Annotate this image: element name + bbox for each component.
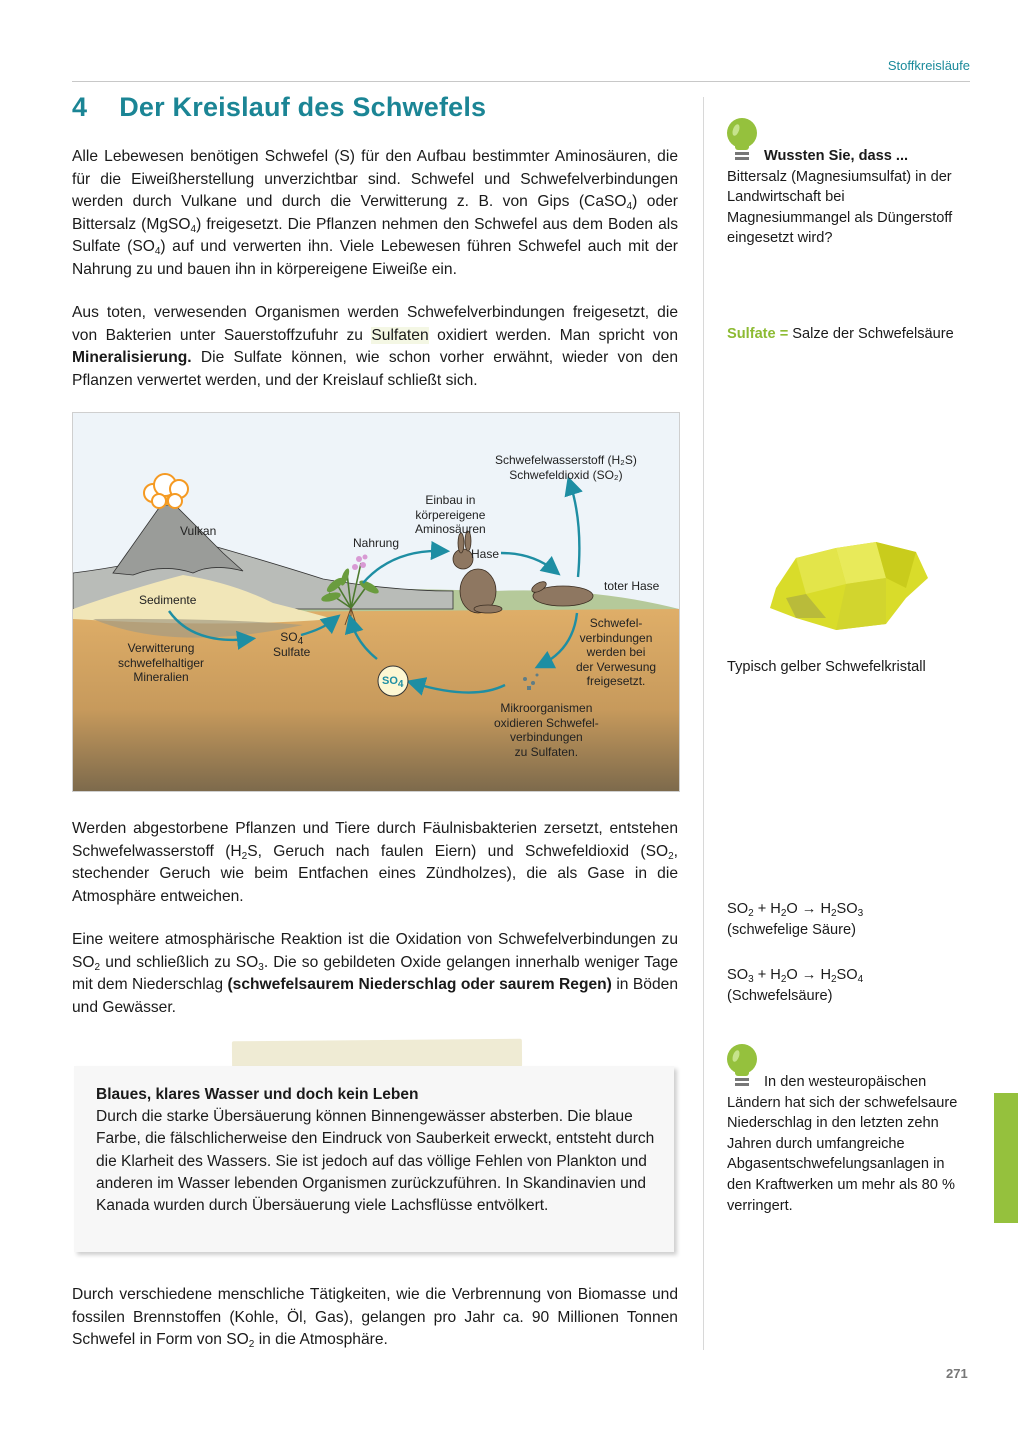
sulfur-cycle-diagram [72, 412, 680, 792]
page-number: 271 [946, 1366, 968, 1381]
label-verwitterung: Verwitterung schwefelhaltiger Mineralien [118, 641, 205, 684]
info-box [74, 1066, 674, 1252]
running-head: Stoffkreisläufe [887, 58, 970, 73]
tip-title: Wussten Sie, dass ... [764, 148, 909, 164]
tape-decoration [232, 1039, 522, 1070]
equation-1: $SO_2 + H_2O \to H_2SO_3$ (schwefelige Säure) [727, 901, 864, 938]
chapter-heading [72, 92, 486, 123]
term-saurer-regen: (schwefelsaurem Niederschlag oder saurem Regen) [227, 976, 612, 994]
tip-box-emissions: In den westeuropäischen Ländern hat sich der schwefelsaure Niederschlag in den letzten zehn Jahren durch umfangreiche Abgasentschwefelungsanlagen in den Kraftwerken um mehr als 80 % verringert. [727, 1074, 958, 1214]
term-sulfaten: Sulfaten [371, 326, 429, 344]
label-gases: Schwefelwasserstoff (H₂S) Schwefeldioxid (SO₂) [495, 453, 637, 482]
tip-box-did-you-know [727, 146, 977, 249]
label-einbau: Einbau in körpereigene Aminosäuren [415, 493, 486, 536]
tip-text: Bittersalz (Magnesiumsulfat) in der Landwirtschaft bei Magnesiummangel als Düngerstoff eingesetzt wird? [727, 168, 953, 247]
label-mikroorganismen: Mikroorganismen oxidieren Schwefel- verbindungen zu Sulfaten. [494, 701, 599, 759]
label-hase: Hase [471, 547, 500, 561]
chapter-number: 4 [72, 92, 88, 122]
info-box-text: Durch die starke Übersäuerung können Binnengewässer absterben. Die blaue Farbe, die fälschlicherweise den Eindruck von Sauberkeit erweckt, entsteht durch die Klarheit des Wassers. Sie ist jedoch auf das völlige Fehlen von Plankton und anderen im Wasser lebenden Organismen zurückzuführen. In Skandinavien und Kanada wurden durch Übersäuerung viele Lachsflüsse entvölkert. [96, 1108, 655, 1215]
column-divider [703, 97, 704, 1350]
info-box-title: Blaues, klares Wasser und doch kein Leben [96, 1086, 419, 1103]
paragraph-2: Aus toten, verwesenden Organismen werden Schwefelverbindungen freigesetzt, die von Bakterien unter Sauerstoffzufuhr zu Sulfaten oxidiert werden. Man spricht von Mineralisierung. Die Sulfate können, wie schon vorher erwähnt, wieder von den Pflanzen verwertet werden, und der Kreislauf schließt sich. [72, 304, 678, 389]
crystal-caption: Typisch gelber Schwefelkristall [727, 659, 926, 675]
label-vulkan: Vulkan [180, 524, 217, 538]
header-rule [72, 81, 970, 82]
equation-2: $SO_3 + H_2O \to H_2SO_4$ (Schwefelsäure) [727, 967, 864, 1004]
paragraph-3: Werden abgestorbene Pflanzen und Tiere durch Fäulnisbakterien zersetzt, entstehen Schwefelwasserstoff ($H_2S$, Geruch nach faulen Eiern) und Schwefeldioxid ($SO_2$, stechender Geruch wie beim Entfachen eines Zündholzes), die als Gase in die Atmosphäre entweichen. [72, 820, 679, 905]
chapter-title: Der Kreislauf des Schwefels [119, 92, 487, 122]
chapter-thumb-tab [994, 1093, 1018, 1223]
term-mineralisierung: Mineralisierung. [72, 349, 192, 367]
paragraph-4: Eine weitere atmosphärische Reaktion ist die Oxidation von Schwefelverbindungen zu $SO_2$ und schließlich zu $SO_3$. Die so gebildeten Oxide gelangen innerhalb weniger Tage mit dem Niederschlag (schwefelsaurem Niederschlag oder saurem Regen) in Böden und Gewässer. [72, 931, 678, 1016]
sulfur-crystal-image [766, 538, 931, 630]
paragraph-5: Durch verschiedene menschliche Tätigkeiten, wie die Verbrennung von Biomasse und fossilen Brennstoffen (Kohle, Öl, Gas), gelangen pro Jahr ca. 90 Millionen Tonnen Schwefel in Form von $SO_2$ in die Atmosphäre. [72, 1286, 678, 1351]
definition-term: Sulfate = [727, 326, 789, 342]
label-so4-circle: $SO_4$ [382, 675, 404, 690]
paragraph-1: Alle Lebewesen benötigen Schwefel (S) für den Aufbau bestimmter Aminosäuren, die für die Eiweißherstellung unverzichtbar sind. Schwefel und Schwefelverbindungen werden durch Vulkane und durch die Verwitterung z. B. von Gips (CaSO$_4$) oder Bittersalz (MgSO$_4$) freigesetzt. Die Pflanzen nehmen den Schwefel aus dem Boden als Sulfate $(SO_4)$ auf und verwerten ihn. Viele Lebewesen führen Schwefel auch mit der Nahrung zu und bauen ihn in körpereigene Eiweiße ein. [72, 148, 678, 278]
definition-text: Salze der Schwefelsäure [788, 326, 954, 342]
label-nahrung: Nahrung [353, 536, 400, 550]
label-toter-hase: toter Hase [604, 579, 660, 593]
label-so4-sulfate: $SO_4$ Sulfate [273, 630, 311, 659]
definition-sulfate [727, 324, 977, 345]
label-verwesung: Schwefel- verbindungen werden bei der Verwesung freigesetzt. [576, 616, 657, 688]
label-sedimente: Sedimente [139, 593, 197, 607]
